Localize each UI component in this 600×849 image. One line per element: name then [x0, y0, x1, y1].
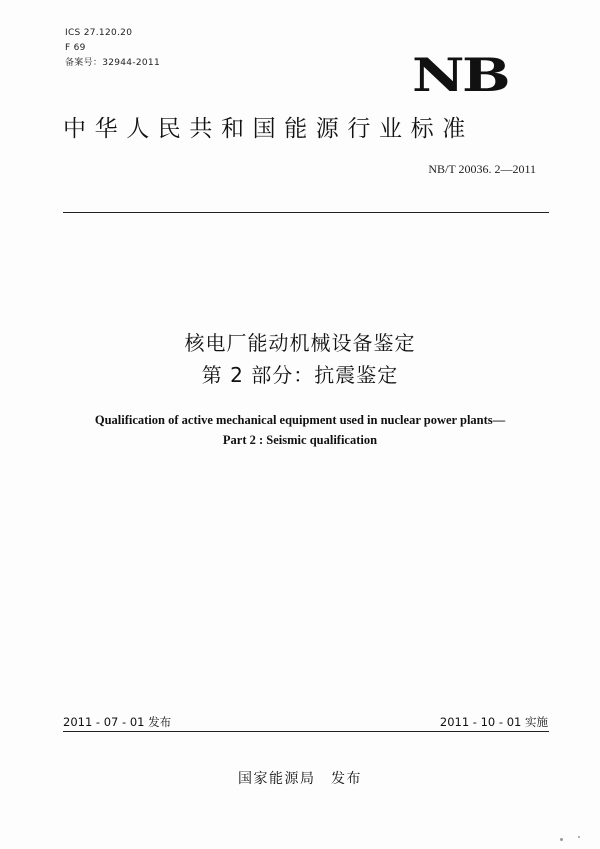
org-title: 中华人民共和国能源行业标准: [63, 116, 474, 142]
en-title-line1: Qualification of active mechanical equipment used in nuclear power plants—: [94, 413, 506, 427]
header-divider: [63, 212, 549, 213]
scan-speck: [560, 838, 563, 841]
issuer: 国家能源局 发布: [238, 771, 362, 787]
ics-code: ICS 27.120.20: [65, 28, 133, 38]
cn-title-line1: 核电厂能动机械设备鉴定: [184, 331, 416, 355]
publish-date: 2011 - 07 - 01 发布: [63, 715, 172, 729]
category-code: F 69: [65, 43, 86, 53]
nb-logo: NB: [412, 48, 509, 102]
standard-number: NB/T 20036. 2—2011: [428, 162, 536, 176]
en-title-line2: Part 2 : Seismic qualification: [222, 433, 378, 447]
cn-title-line2: 第 2 部分：抗震鉴定: [201, 363, 399, 387]
scan-speck: [578, 836, 580, 838]
implement-date: 2011 - 10 - 01 实施: [439, 715, 548, 729]
filing-number: 备案号：32944-2011: [65, 58, 160, 68]
footer-divider: [63, 731, 549, 732]
